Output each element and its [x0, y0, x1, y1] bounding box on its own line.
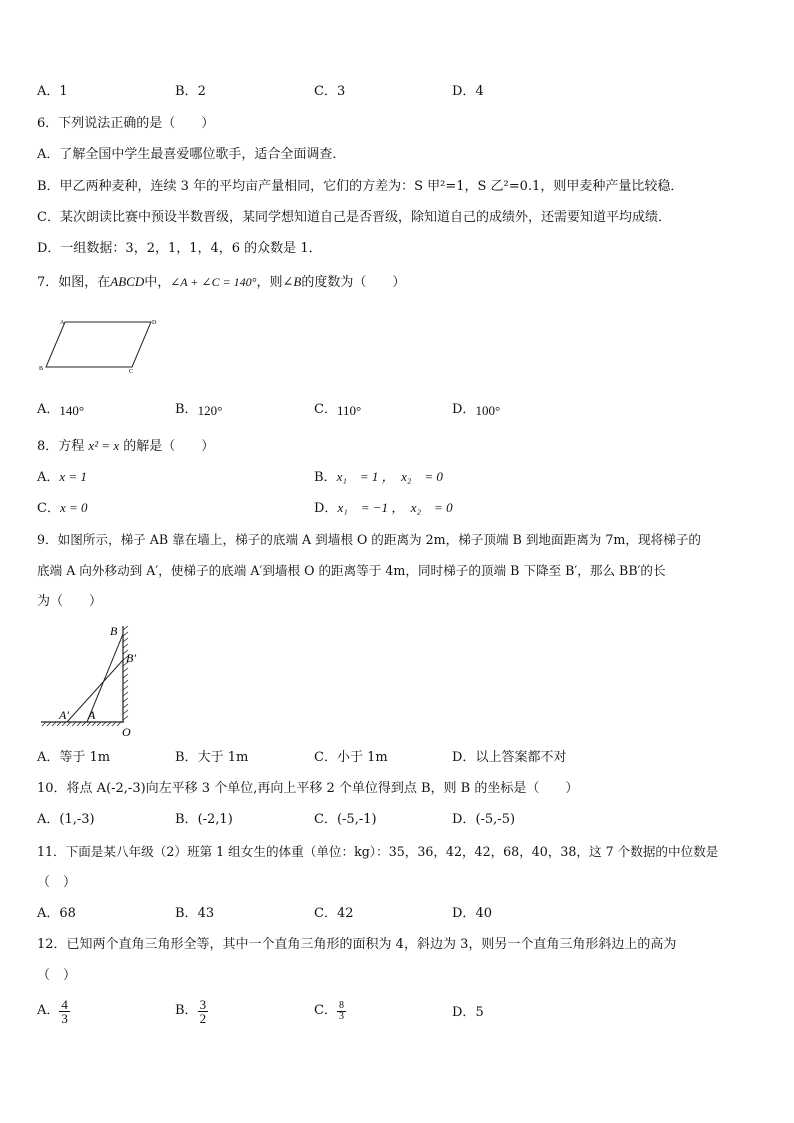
q10-option-b: B．(-2,1) — [175, 812, 233, 827]
q9-option-b: B．大于 1m — [175, 750, 249, 765]
q8-option-c: C．x = 0 — [37, 500, 88, 516]
q6-option-c: C．某次朗读比赛中预设半数晋级，某同学想知道自己是否晋级，除知道自己的成绩外，还需要知道平均成绩． — [37, 210, 671, 225]
q7-option-d: D．100° — [452, 402, 501, 418]
q12-option-a: A． $\frac{4}{3}$ — [37, 996, 68, 1026]
q6-option-d: D．一组数据：3，2，1，1，4，6 的众数是 1． — [37, 241, 322, 256]
q9-stem-line3: 为（ ） — [37, 594, 103, 609]
q10-stem: 10．将点 A(-2,-3)向左平移 3 个单位,再向上平移 2 个单位得到点 B，则 B 的坐标是（ ） — [37, 781, 579, 796]
q7-option-a: A．140° — [37, 402, 85, 418]
q10-option-c: C．(-5,-1) — [314, 812, 377, 827]
q11-option-b: B．43 — [175, 906, 215, 921]
figure-label-d: D — [152, 320, 157, 326]
q11-option-c: C．42 — [314, 906, 354, 921]
q9-stem-line2: 底端 A 向外移动到 A′，使梯子的底端 A′到墙根 O 的距离等于 4m，同时梯子的顶端 B 下降至 B′，那么 BB′的长 — [37, 563, 666, 578]
figure-label-b-top: B — [110, 624, 118, 638]
q7-stem: 7．如图，在ABCD中，∠A + ∠C = 140°，则∠B的度数为（ ） — [37, 274, 406, 290]
q9-stem-line1: 9．如图所示，梯子 AB 靠在墙上，梯子的底端 A 到墙根 O 的距离为 2m，梯子顶端 B 到地面距离为 7m，现将梯子的 — [37, 532, 701, 547]
q5-option-c: C．3 — [314, 84, 346, 99]
fraction-8-3: $\frac{8}{3}$ — [338, 999, 344, 1022]
figure-label-c: C — [129, 369, 134, 374]
fraction-4-3: $\frac{4}{3}$ — [61, 996, 68, 1026]
q5-option-b: B．2 — [175, 84, 206, 99]
parallelogram-figure — [36, 314, 166, 374]
q12-stem-line1: 12．已知两个直角三角形全等，其中一个直角三角形的面积为 4，斜边为 3，则另一个直角三角形斜边上的高为 — [37, 937, 677, 952]
q11-stem-line1: 11．下面是某八年级（2）班第 1 组女生的体重（单位：kg）：35，36，42，42，68，40，38，这 7 个数据的中位数是 — [37, 844, 719, 859]
q10-option-a: A．(1,-3) — [37, 812, 95, 827]
q5-option-a: A．1 — [37, 84, 68, 99]
figure-label-b: B — [39, 366, 44, 372]
q7-option-c: C．110° — [314, 402, 362, 418]
q8-option-a: A．x = 1 — [37, 469, 87, 485]
ladder-figure — [38, 620, 148, 738]
q8-stem: 8．方程 x² = x 的解是（ ） — [37, 438, 215, 454]
q11-option-d: D．40 — [452, 906, 492, 921]
fraction-3-2: $\frac{3}{2}$ — [199, 996, 207, 1026]
q5-option-d: D．4 — [452, 84, 484, 99]
figure-label-a-bottom: A — [88, 708, 96, 722]
q11-stem-line2: （ ） — [37, 875, 77, 890]
q7-option-b: B．120° — [175, 402, 223, 418]
figure-label-a: A — [60, 320, 65, 326]
q8-option-d: D．x₁ = −1 ， x₂ = 0 — [314, 500, 453, 516]
q12-option-d: D．5 — [452, 1005, 484, 1020]
q10-option-d: D．(-5,-5) — [452, 812, 516, 827]
q9-option-c: C．小于 1m — [314, 750, 388, 765]
figure-label-b-prime: B′ — [126, 651, 136, 665]
q12-option-b: B． $\frac{3}{2}$ — [175, 996, 207, 1026]
q6-stem: 6．下列说法正确的是（ ） — [37, 116, 215, 131]
figure-label-a-prime: A′ — [59, 708, 69, 722]
q6-option-b: B．甲乙两种麦种，连续 3 年的平均亩产量相同，它们的方差为：S 甲²=1，S 乙²=0.1，则甲麦种产量比较稳． — [37, 179, 684, 194]
q11-option-a: A．68 — [37, 906, 76, 921]
q12-option-c: C． $\frac{8}{3}$ — [314, 999, 344, 1022]
q8-option-b: B．x₁ = 1 ， x₂ = 0 — [314, 469, 443, 485]
q12-stem-line2: （ ） — [37, 968, 77, 983]
q6-option-a: A．了解全国中学生最喜爱哪位歌手，适合全面调查． — [37, 147, 346, 162]
q9-option-a: A．等于 1m — [37, 750, 111, 765]
figure-label-o: O — [122, 725, 131, 738]
q9-option-d: D．以上答案都不对 — [452, 750, 567, 765]
